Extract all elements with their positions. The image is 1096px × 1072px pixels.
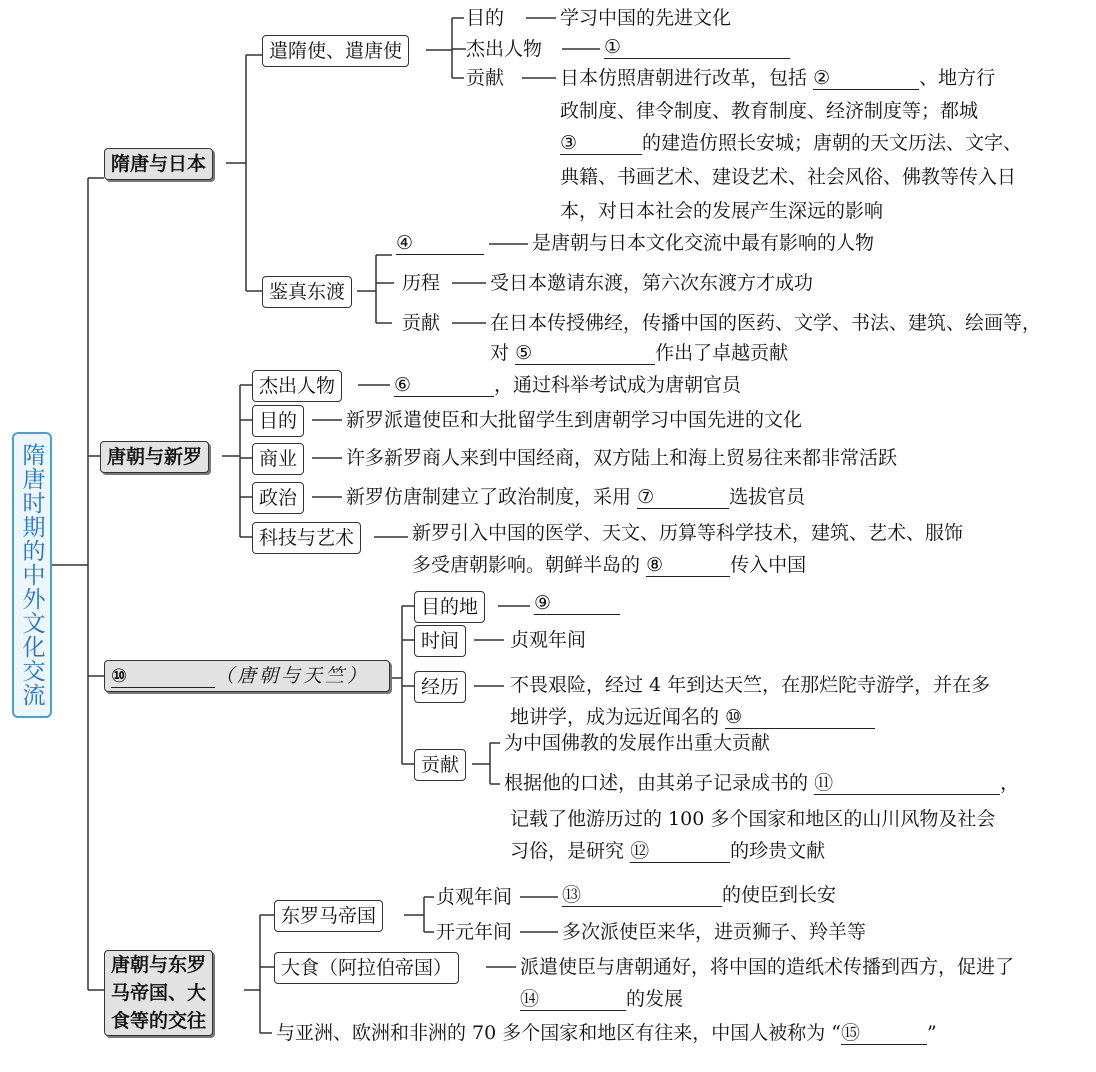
- jianzhen-contrib-label: 贡献: [402, 312, 441, 334]
- jianzhen-course-label: 历程: [402, 272, 441, 294]
- byz-zhenguan-line: ⑬ 的使臣到长安: [562, 884, 837, 906]
- s4-title-line2: 马帝国、大: [111, 982, 207, 1004]
- blank-12: ⑫: [630, 840, 730, 863]
- xuanzang-exp-line1: 不畏艰险，经过 4 年到达天竺，在那烂陀寺游学，并在多: [510, 674, 991, 696]
- node-sui-tang-japan: 隋唐与日本: [104, 148, 213, 180]
- node-xuanzang-dest: 目的地: [414, 591, 485, 623]
- xuanzang-time-text: 贞观年间: [510, 629, 587, 651]
- silla-tech-line2: 多受唐朝影响。朝鲜半岛的 ⑧ 传入中国: [412, 554, 807, 576]
- node-silla-purpose: 目的: [252, 405, 304, 437]
- blank-7: ⑦: [637, 486, 729, 509]
- envoys-purpose-label: 目的: [466, 7, 505, 29]
- blank-4: ④: [396, 232, 484, 255]
- blank-15: ⑮: [841, 1022, 927, 1045]
- blank-3: ③: [560, 132, 642, 155]
- blank-9: ⑨: [534, 592, 620, 615]
- s1-connector: [226, 55, 262, 291]
- root-connector: [48, 178, 104, 990]
- s1a-connector: [426, 18, 466, 78]
- node-silla-commerce: 商业: [252, 443, 304, 475]
- jianzhen-contrib-line1: 在日本传授佛经，传播中国的医药、文学、书法、建筑、绘画等，: [490, 312, 1042, 334]
- envoys-people-label: 杰出人物: [466, 38, 543, 60]
- envoys-contrib-line4: 典籍、书画艺术、建设艺术、社会风俗、佛教等传入日: [560, 166, 1017, 188]
- silla-people-line: ⑥ ，通过科举考试成为唐朝官员: [394, 374, 742, 396]
- node-envoys: 遣隋使、遣唐使: [262, 35, 409, 67]
- jianzhen-course-text: 受日本邀请东渡，第六次东渡方才成功: [490, 272, 814, 294]
- arab-text-line2: ⑭ 的发展: [520, 988, 684, 1010]
- xuanzang-contrib-line2: 根据他的口述，由其弟子记录成书的 ⑪ ，: [504, 772, 1020, 794]
- silla-politics-line: 新罗仿唐制建立了政治制度，采用 ⑦ 选拔官员: [346, 486, 806, 508]
- root-node: [12, 432, 52, 718]
- node-tang-silla: 唐朝与新罗: [100, 441, 209, 473]
- envoys-contrib-line3: ③ 的建造仿照长安城；唐朝的天文历法、文字、: [560, 132, 1023, 154]
- arab-text-line1: 派遣使臣与唐朝通好，将中国的造纸术传播到西方，促进了: [520, 956, 1015, 978]
- xuanzang-contrib-line1: 为中国佛教的发展作出重大贡献: [504, 732, 771, 754]
- s4-byz-connector: [404, 897, 434, 932]
- blank-5: ⑤: [515, 342, 655, 365]
- node-tang-india: ⑩ （唐朝与天竺）: [104, 660, 390, 692]
- node-silla-tech: 科技与艺术: [252, 522, 361, 554]
- blank-1: ①: [604, 36, 790, 59]
- s4-title-line3: 食等的交往: [111, 1010, 207, 1032]
- envoys-contrib-label: 贡献: [466, 67, 505, 89]
- envoys-contrib-line1: 日本仿照唐朝进行改革，包括 ② 、地方行: [560, 67, 996, 89]
- byz-zhenguan-label: 贞观年间: [436, 886, 513, 908]
- node-silla-politics: 政治: [252, 482, 304, 514]
- blank-8: ⑧: [646, 554, 730, 577]
- blank-13: ⑬: [562, 884, 722, 907]
- jianzhen-contrib-line2: 对 ⑤ 作出了卓越贡献: [490, 342, 789, 364]
- byz-kaiyuan-text: 多次派使臣来华，进贡狮子、羚羊等: [562, 921, 867, 943]
- blank-14: ⑭: [520, 988, 626, 1011]
- s2-connector: [222, 385, 252, 537]
- jianzhen-importance: 是唐朝与日本文化交流中最有影响的人物: [532, 232, 875, 254]
- s1b-connector: [357, 255, 394, 323]
- blank-10: ⑩: [725, 706, 875, 729]
- node-silla-people: 杰出人物: [252, 370, 342, 402]
- envoys-contrib-line2: 政制度、律令制度、教育制度、经济制度等；都城: [560, 100, 979, 122]
- silla-commerce-text: 许多新罗商人来到中国经商，双方陆上和海上贸易往来都非常活跃: [346, 447, 898, 469]
- node-xuanzang-contrib: 贡献: [414, 749, 466, 781]
- xuanzang-contrib-line4: 习俗，是研究 ⑫ 的珍贵文献: [510, 840, 826, 862]
- envoys-purpose-text: 学习中国的先进文化: [560, 7, 732, 29]
- silla-purpose-text: 新罗派遣使臣和大批留学生到唐朝学习中国先进的文化: [346, 409, 803, 431]
- xuanzang-contrib-line3: 记载了他游历过的 100 多个国家和地区的山川风物及社会: [510, 808, 996, 830]
- node-tang-byzantium-arabia: [104, 950, 213, 1036]
- s3-connector: [390, 606, 414, 764]
- node-xuanzang-exp: 经历: [414, 671, 466, 703]
- node-byzantium: 东罗马帝国: [274, 900, 383, 932]
- blank-10-title: ⑩: [111, 665, 215, 688]
- silla-tech-line1: 新罗引入中国的医学、天文、历算等科学技术，建筑、艺术、服饰: [412, 522, 964, 544]
- s4-connector: [244, 915, 274, 1033]
- s3-contrib-connector: [472, 743, 500, 784]
- xuanzang-exp-line2: 地讲学，成为远近闻名的 ⑩: [510, 704, 875, 730]
- node-arabia: 大食（阿拉伯帝国）: [274, 952, 459, 984]
- jianzhen-line1: [396, 230, 484, 256]
- root-title: 隋唐时期的中外文化交流: [18, 443, 45, 707]
- s4-title-line1: 唐朝与东罗: [111, 954, 207, 976]
- other-countries-line: 与亚洲、欧洲和非洲的 70 多个国家和地区有往来，中国人被称为 “⑮ ”: [276, 1022, 937, 1044]
- node-xuanzang-time: 时间: [414, 625, 466, 657]
- blank-6: ⑥: [394, 374, 494, 397]
- blank-2: ②: [813, 67, 919, 90]
- node-jianzhen: 鉴真东渡: [262, 276, 352, 308]
- byz-kaiyuan-label: 开元年间: [436, 921, 513, 943]
- blank-11: ⑪: [814, 772, 1000, 795]
- envoys-contrib-line5: 本，对日本社会的发展产生深远的影响: [560, 200, 884, 222]
- xuanzang-dest-line: [534, 590, 620, 616]
